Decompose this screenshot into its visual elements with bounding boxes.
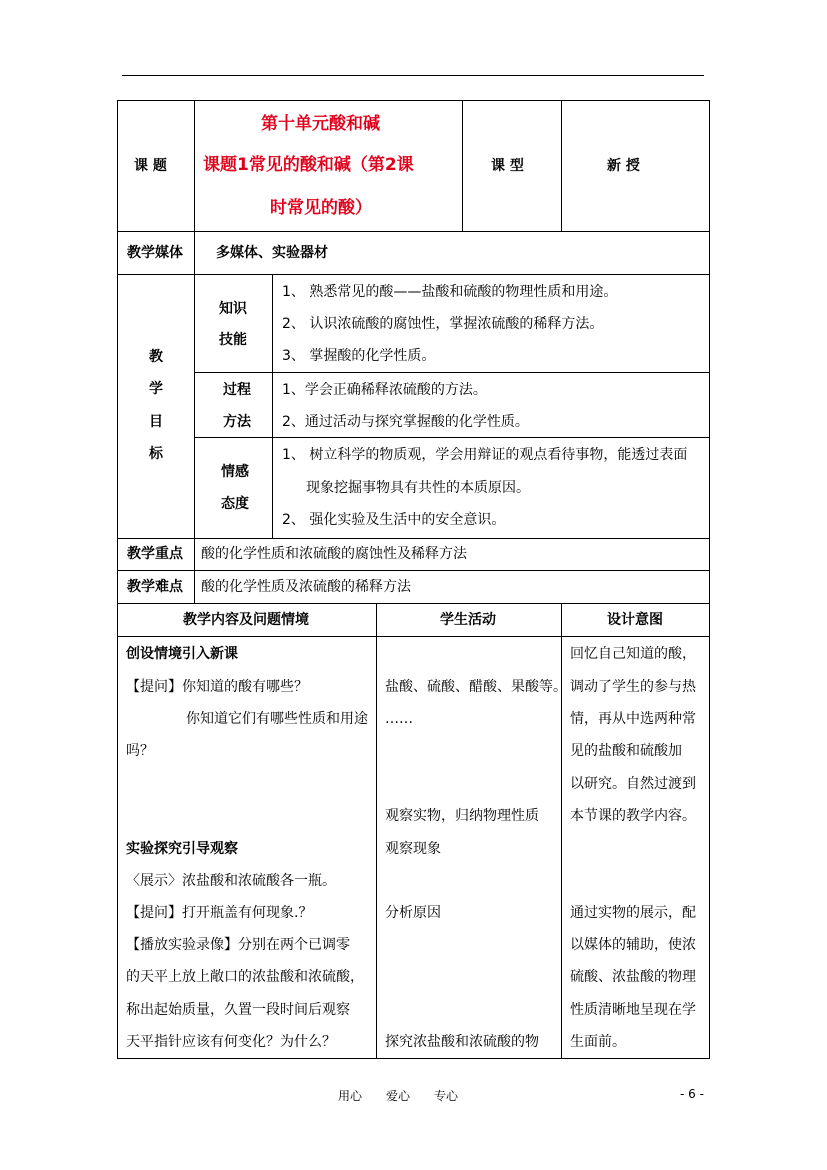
process-item-2: 2、通过活动与探究掌握酸的化学性质。 (282, 414, 529, 430)
type-label: 课 型 (491, 158, 524, 174)
intent-line: 本节课的教学内容。 (570, 808, 696, 824)
process-item-1: 1、学会正确稀释浓硫酸的方法。 (282, 382, 487, 398)
knowledge-label-1: 知识 (219, 301, 247, 317)
intent-line: 见的盐酸和硫酸加 (570, 743, 682, 759)
activity-line: 观察实物，归纳物理性质 (385, 808, 539, 824)
intent-line: 以媒体的辅助，使浓 (570, 937, 696, 953)
emotion-label-1: 情感 (221, 464, 249, 480)
process-label-1: 过程 (223, 382, 251, 398)
intent-line: 通过实物的展示，配 (570, 905, 696, 921)
intent-line: 硫酸、浓盐酸的物理 (570, 969, 696, 985)
header-rule (122, 75, 704, 76)
media-label: 教学媒体 (127, 245, 183, 261)
content-line: 【播放实验录像】分别在两个已调零 (126, 937, 350, 953)
column-header-intent: 设计意图 (607, 612, 663, 628)
activity-line: 观察现象 (385, 841, 441, 857)
type-value: 新 授 (607, 158, 640, 174)
emotion-item-1: 1、 树立科学的物质观，学会用辩证的观点看待事物，能透过表面 (282, 447, 688, 463)
objectives-label-3: 目 (149, 414, 163, 430)
content-line: 创设情境引入新课 (126, 646, 238, 662)
emotion-item-1-cont: 现象挖掘事物具有共性的本质原因。 (306, 480, 530, 496)
content-line: 称出起始质量，久置一段时间后观察 (126, 1002, 350, 1018)
activity-line: …… (385, 711, 413, 727)
content-line: 实验探究引导观察 (126, 841, 238, 857)
content-line: 〈展示〉浓盐酸和浓硫酸各一瓶。 (126, 873, 336, 889)
difficulty-value: 酸的化学性质及浓硫酸的稀释方法 (201, 579, 411, 595)
content-line: 天平指针应该有何变化？为什么？ (126, 1034, 336, 1050)
content-line: 你知道它们有哪些性质和用途 (186, 711, 368, 727)
knowledge-item-3: 3、 掌握酸的化学性质。 (282, 348, 436, 364)
content-line: 的天平上放上敞口的浓盐酸和浓硫酸， (126, 969, 364, 985)
intent-line: 情，再从中选两种常 (570, 711, 696, 727)
content-line: 【提问】打开瓶盖有何现象.？ (126, 905, 313, 921)
course-label: 课 题 (134, 158, 167, 174)
activity-line: 分析原因 (385, 905, 441, 921)
knowledge-label-2: 技能 (219, 332, 247, 348)
intent-line: 调动了学生的参与热 (570, 679, 696, 695)
intent-line: 性质清晰地呈现在学 (570, 1002, 696, 1018)
column-header-activity: 学生活动 (440, 612, 496, 628)
title-line-1: 第十单元酸和碱 (261, 114, 380, 134)
title-line-3: 时常见的酸） (270, 198, 372, 218)
focus-label: 教学重点 (127, 546, 183, 562)
media-value: 多媒体、实验器材 (216, 245, 328, 261)
difficulty-label: 教学难点 (127, 579, 183, 595)
content-line: 吗？ (126, 743, 154, 759)
content-line: 【提问】你知道的酸有哪些？ (126, 679, 308, 695)
knowledge-item-2: 2、 认识浓硫酸的腐蚀性，掌握浓硫酸的稀释方法。 (282, 316, 604, 332)
emotion-item-2: 2、 强化实验及生活中的安全意识。 (282, 512, 506, 528)
intent-line: 以研究。自然过渡到 (570, 776, 696, 792)
page-number: - 6 - (680, 1087, 704, 1101)
knowledge-item-1: 1、 熟悉常见的酸——盐酸和硫酸的物理性质和用途。 (282, 284, 618, 300)
intent-line: 回忆自己知道的酸， (570, 646, 696, 662)
activity-line: 盐酸、硫酸、醋酸、果酸等。 (385, 679, 567, 695)
objectives-label-2: 学 (149, 381, 163, 397)
intent-line: 生面前。 (570, 1034, 626, 1050)
objectives-label-4: 标 (149, 446, 163, 462)
focus-value: 酸的化学性质和浓硫酸的腐蚀性及稀释方法 (201, 546, 467, 562)
footer-motto: 用心 爱心 专心 (338, 1089, 459, 1103)
activity-line: 探究浓盐酸和浓硫酸的物 (385, 1034, 539, 1050)
emotion-label-2: 态度 (221, 496, 249, 512)
objectives-label-1: 教 (149, 349, 163, 365)
title-line-2: 课题1常见的酸和碱（第2课 (203, 155, 414, 175)
process-label-2: 方法 (223, 414, 251, 430)
column-header-content: 教学内容及问题情境 (183, 612, 309, 628)
